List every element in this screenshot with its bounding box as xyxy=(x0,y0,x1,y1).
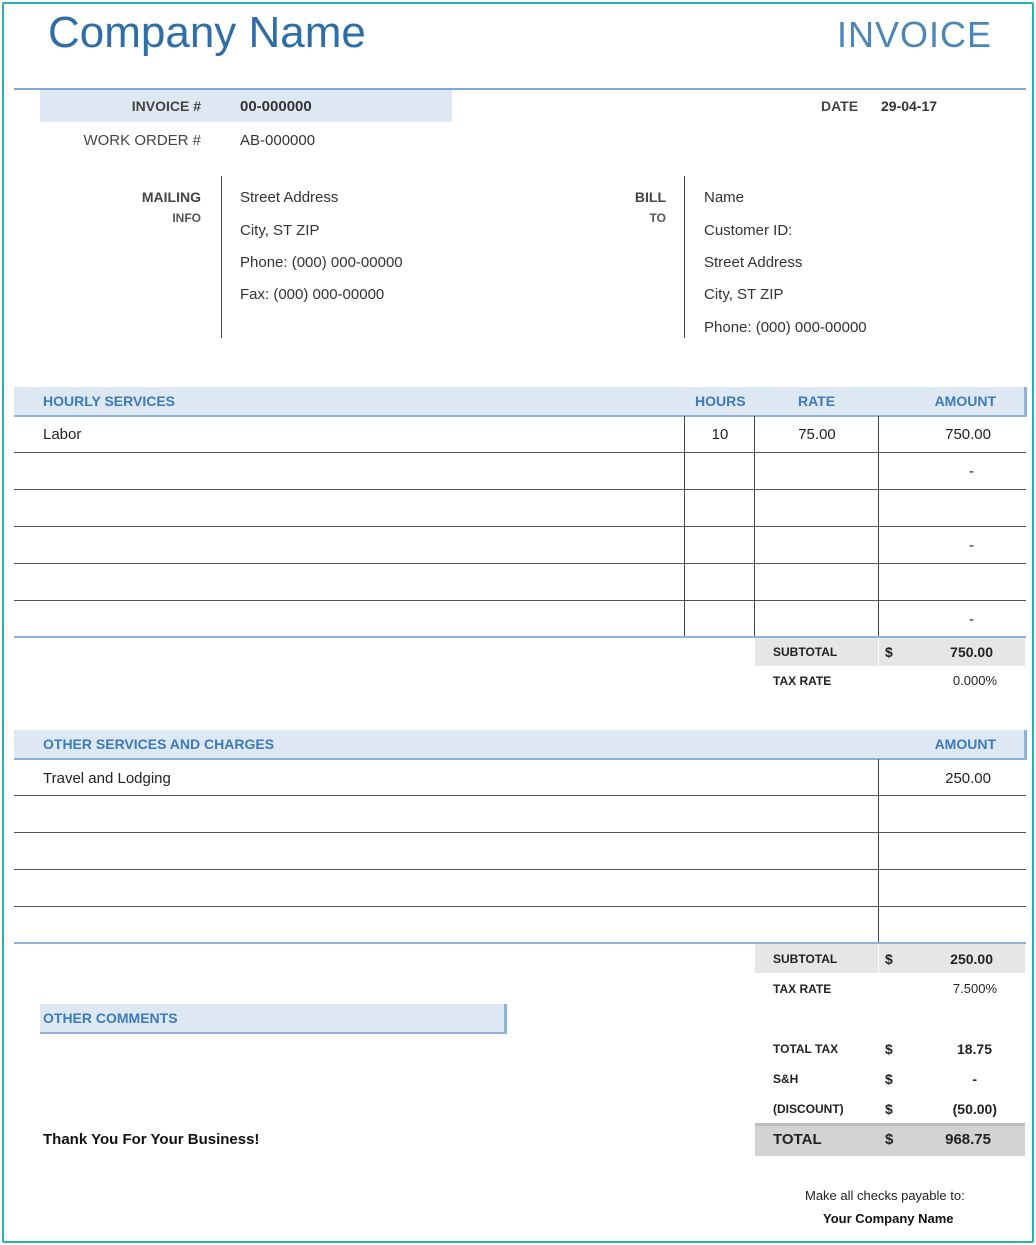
grand-total-value: 968.75 xyxy=(945,1131,991,1148)
other-comments-heading: OTHER COMMENTS xyxy=(43,1010,178,1026)
table-row-divider xyxy=(14,600,1026,601)
bill-label: BILL xyxy=(634,189,666,205)
bill-to-line: Phone: (000) 000-00000 xyxy=(704,319,867,336)
table-row-divider xyxy=(14,795,1026,796)
invoice-number-label: INVOICE # xyxy=(131,98,201,114)
bill-to-line: City, ST ZIP xyxy=(704,286,784,303)
grand-total-currency: $ xyxy=(885,1131,894,1148)
bill-to-label: TO xyxy=(649,211,666,225)
hourly-subtotal-label: SUBTOTAL xyxy=(773,645,838,659)
hourly-row-amount: - xyxy=(969,611,974,628)
other-amount-column-header: AMOUNT xyxy=(934,736,996,752)
hourly-row-amount: - xyxy=(969,463,974,480)
mailing-divider xyxy=(221,176,222,338)
date-label: DATE xyxy=(821,98,859,114)
other-row-description: Travel and Lodging xyxy=(43,770,171,787)
mailing-line: Phone: (000) 000-00000 xyxy=(240,254,403,271)
other-subtotal-label: SUBTOTAL xyxy=(773,952,838,966)
payable-to-note: Make all checks payable to: xyxy=(805,1188,965,1203)
mailing-info-label: INFO xyxy=(172,211,201,225)
total-tax-label: TOTAL TAX xyxy=(773,1042,839,1056)
hours-column-header: HOURS xyxy=(695,393,746,409)
discount-label: (DISCOUNT) xyxy=(773,1102,844,1116)
shipping-handling-value: - xyxy=(972,1071,977,1087)
mailing-label: MAILING xyxy=(141,189,201,205)
hourly-row-amount: 750.00 xyxy=(945,426,991,443)
hourly-row-rate: 75.00 xyxy=(798,426,836,443)
table-row-divider xyxy=(14,869,1026,870)
payee-name: Your Company Name xyxy=(823,1211,954,1226)
other-row-amount: 250.00 xyxy=(945,770,991,787)
other-amount-column-divider xyxy=(878,759,879,942)
hourly-subtotal-value: 750.00 xyxy=(950,644,993,660)
table-row-divider xyxy=(14,906,1026,907)
hourly-tax-rate-value: 0.000% xyxy=(952,673,997,688)
invoice-number-value: 00-000000 xyxy=(240,98,312,115)
total-tax-value: 18.75 xyxy=(956,1041,992,1057)
other-subtotal-value: 250.00 xyxy=(950,951,993,967)
company-name: Company Name xyxy=(48,8,366,57)
total-tax-currency: $ xyxy=(885,1041,893,1057)
other-services-heading: OTHER SERVICES AND CHARGES xyxy=(43,736,275,752)
hourly-row-description: Labor xyxy=(43,426,82,443)
other-subtotal-currency: $ xyxy=(885,951,893,967)
hourly-services-heading: HOURLY SERVICES xyxy=(43,393,176,409)
hourly-row-amount: - xyxy=(969,537,974,554)
table-row-divider xyxy=(14,526,1026,527)
other-tax-rate-label: TAX RATE xyxy=(773,982,832,996)
shipping-handling-currency: $ xyxy=(885,1071,893,1087)
discount-value: (50.00) xyxy=(952,1101,997,1117)
bill-to-line: Street Address xyxy=(704,254,803,271)
table-row-divider xyxy=(14,832,1026,833)
hourly-subtotal-currency: $ xyxy=(885,644,893,660)
mailing-line: Fax: (000) 000-00000 xyxy=(240,286,385,303)
discount-currency: $ xyxy=(885,1101,893,1117)
thank-you-message: Thank You For Your Business! xyxy=(43,1131,260,1148)
hourly-tax-rate-label: TAX RATE xyxy=(773,674,832,688)
mailing-line: Street Address xyxy=(240,189,339,206)
table-row-divider xyxy=(14,452,1026,453)
invoice-title: INVOICE xyxy=(836,14,992,55)
table-row-divider xyxy=(14,489,1026,490)
other-tax-rate-value: 7.500% xyxy=(952,981,997,996)
work-order-label: WORK ORDER # xyxy=(83,132,201,149)
mailing-line: City, ST ZIP xyxy=(240,222,320,239)
grand-total-label: TOTAL xyxy=(773,1131,822,1148)
date-value: 29-04-17 xyxy=(881,98,938,114)
hourly-row-hours: 10 xyxy=(711,426,729,443)
bill-to-divider xyxy=(684,176,685,338)
bill-to-line: Name xyxy=(704,189,745,206)
shipping-handling-label: S&H xyxy=(773,1072,799,1086)
table-row-divider xyxy=(14,563,1026,564)
amount-column-header: AMOUNT xyxy=(934,393,996,409)
rate-column-header: RATE xyxy=(798,393,836,409)
work-order-value: AB-000000 xyxy=(240,132,316,149)
bill-to-line: Customer ID: xyxy=(704,222,793,239)
